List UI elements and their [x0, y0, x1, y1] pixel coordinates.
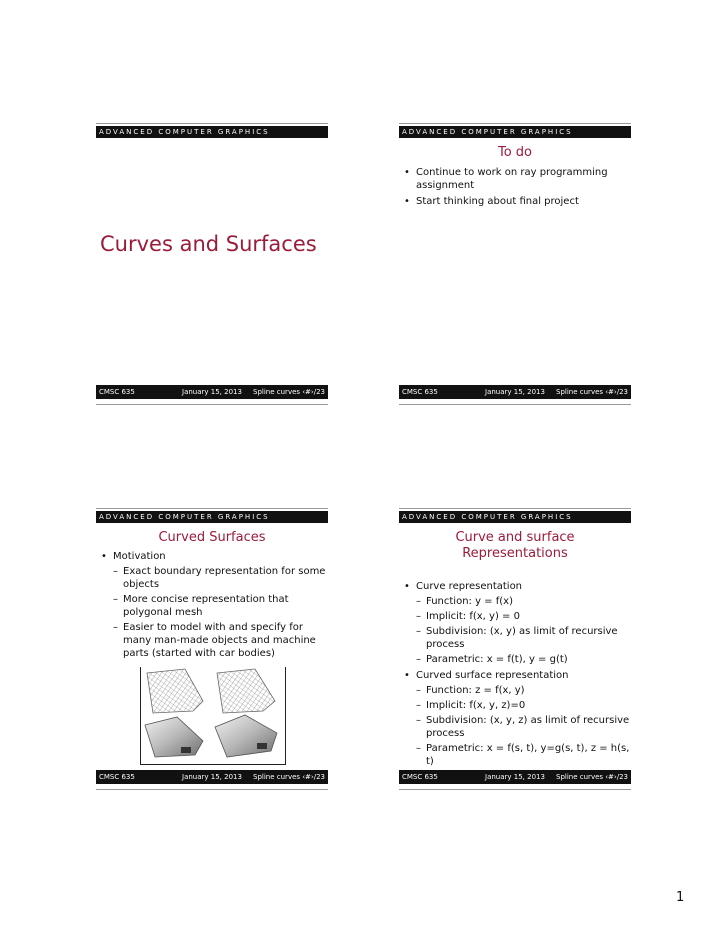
- list-item: • Curved surface representation – Function: z = f(x, y) – Implicit: f(x, y, z)=0 – Subdivision: (x, y, z) as limit of recursive process – Parametric: x = f(s, t), y=g(s, t), z = h(s, t): [404, 670, 630, 767]
- slide-3: [96, 499, 328, 807]
- bullet-icon: •: [404, 581, 410, 592]
- footer-page: Spline curves ‹#›/23: [253, 388, 325, 396]
- slide-footer: [399, 385, 631, 399]
- footer-rule: [96, 404, 328, 405]
- dash-icon: –: [113, 622, 118, 633]
- slide-header: ADVANCED COMPUTER GRAPHICS: [96, 126, 328, 138]
- footer-page: Spline curves ‹#›/23: [556, 773, 628, 781]
- footer-page: Spline curves ‹#›/23: [253, 773, 325, 781]
- slide-header: ADVANCED COMPUTER GRAPHICS: [399, 126, 631, 138]
- dash-icon: –: [416, 743, 421, 754]
- slide-title: Curves and Surfaces: [100, 232, 317, 256]
- footer-date: January 15, 2013: [182, 388, 242, 396]
- slide-footer: [399, 770, 631, 784]
- header-rule: [96, 508, 328, 509]
- mesh-car-top-left: [147, 669, 203, 713]
- list-item: – Parametric: x = f(s, t), y=g(s, t), z = h(s, t): [416, 743, 630, 767]
- slide-title: Curve and surface Representations: [455, 530, 575, 561]
- list-item: – Function: y = f(x): [416, 596, 513, 607]
- bullet-list: [399, 166, 631, 211]
- page-number: 1: [676, 890, 685, 905]
- list-item: • Motivation – Exact boundary representation for some objects – More concise representation that polygonal mesh – Easier to model with and specify for many man-made objects and machine parts (started with car bodies): [96, 550, 328, 660]
- slide-1: [96, 114, 328, 422]
- dash-icon: –: [416, 611, 421, 622]
- bullet-icon: •: [404, 670, 410, 681]
- footer-course: CMSC 635: [99, 773, 135, 781]
- footer-date: January 15, 2013: [182, 773, 242, 781]
- header-rule: [96, 123, 328, 124]
- shaded-car-bottom-right: [215, 715, 277, 757]
- bullet-icon: •: [101, 551, 107, 562]
- car-body-meshes-image: [141, 667, 284, 763]
- sub-list: [416, 684, 631, 768]
- list-item: • Curve representation – Function: y = f(x) – Implicit: f(x, y) = 0 – Subdivision: (x, y) as limit of recursive process – Parametric: x = f(t), y = g(t): [399, 580, 631, 666]
- dash-icon: –: [416, 654, 421, 665]
- list-item: – Implicit: f(x, y) = 0: [416, 611, 520, 622]
- bullet-list: [399, 580, 631, 771]
- list-item: – Subdivision: (x, y) as limit of recursive process: [416, 626, 618, 650]
- mesh-car-top-right: [217, 669, 275, 713]
- footer-rule: [399, 404, 631, 405]
- dash-icon: –: [113, 566, 118, 577]
- sub-list: [416, 595, 631, 666]
- dash-icon: –: [416, 715, 421, 726]
- list-item: – Implicit: f(x, y, z)=0: [416, 700, 526, 711]
- footer-rule: [399, 789, 631, 790]
- sub-list: [113, 565, 328, 660]
- slide-title: To do: [497, 145, 533, 160]
- header-rule: [399, 123, 631, 124]
- slide-4: [399, 499, 631, 807]
- list-item: – Easier to model with and specify for many man-made objects and machine parts (started with car bodies): [113, 622, 316, 659]
- footer-date: January 15, 2013: [485, 773, 545, 781]
- slide-footer: [96, 770, 328, 784]
- slide-title: Curved Surfaces: [158, 530, 266, 545]
- car-model-figure: [140, 667, 286, 765]
- dash-icon: –: [416, 700, 421, 711]
- dash-icon: –: [113, 594, 118, 605]
- list-item: – Parametric: x = f(t), y = g(t): [416, 654, 568, 665]
- list-item: – Function: z = f(x, y): [416, 685, 525, 696]
- list-item: • Start thinking about final project: [404, 196, 579, 207]
- bullet-icon: •: [404, 167, 410, 178]
- list-item: – Subdivision: (x, y, z) as limit of recursive process: [416, 715, 630, 739]
- footer-date: January 15, 2013: [485, 388, 545, 396]
- footer-page: Spline curves ‹#›/23: [556, 388, 628, 396]
- shaded-car-bottom-left: [145, 717, 203, 757]
- footer-course: CMSC 635: [402, 773, 438, 781]
- header-rule: [399, 508, 631, 509]
- list-item: – Exact boundary representation for some objects: [113, 566, 326, 590]
- slide-footer: [96, 385, 328, 399]
- footer-rule: [96, 789, 328, 790]
- bullet-list: [96, 550, 328, 663]
- bullet-icon: •: [404, 196, 410, 207]
- slide-header: ADVANCED COMPUTER GRAPHICS: [399, 511, 631, 523]
- dash-icon: –: [416, 596, 421, 607]
- slide-header: ADVANCED COMPUTER GRAPHICS: [96, 511, 328, 523]
- footer-course: CMSC 635: [99, 388, 135, 396]
- slide-2: [399, 114, 631, 422]
- dash-icon: –: [416, 685, 421, 696]
- list-item: – More concise representation that polygonal mesh: [113, 594, 289, 618]
- footer-course: CMSC 635: [402, 388, 438, 396]
- list-item: • Continue to work on ray programming assignment: [404, 167, 608, 191]
- dash-icon: –: [416, 626, 421, 637]
